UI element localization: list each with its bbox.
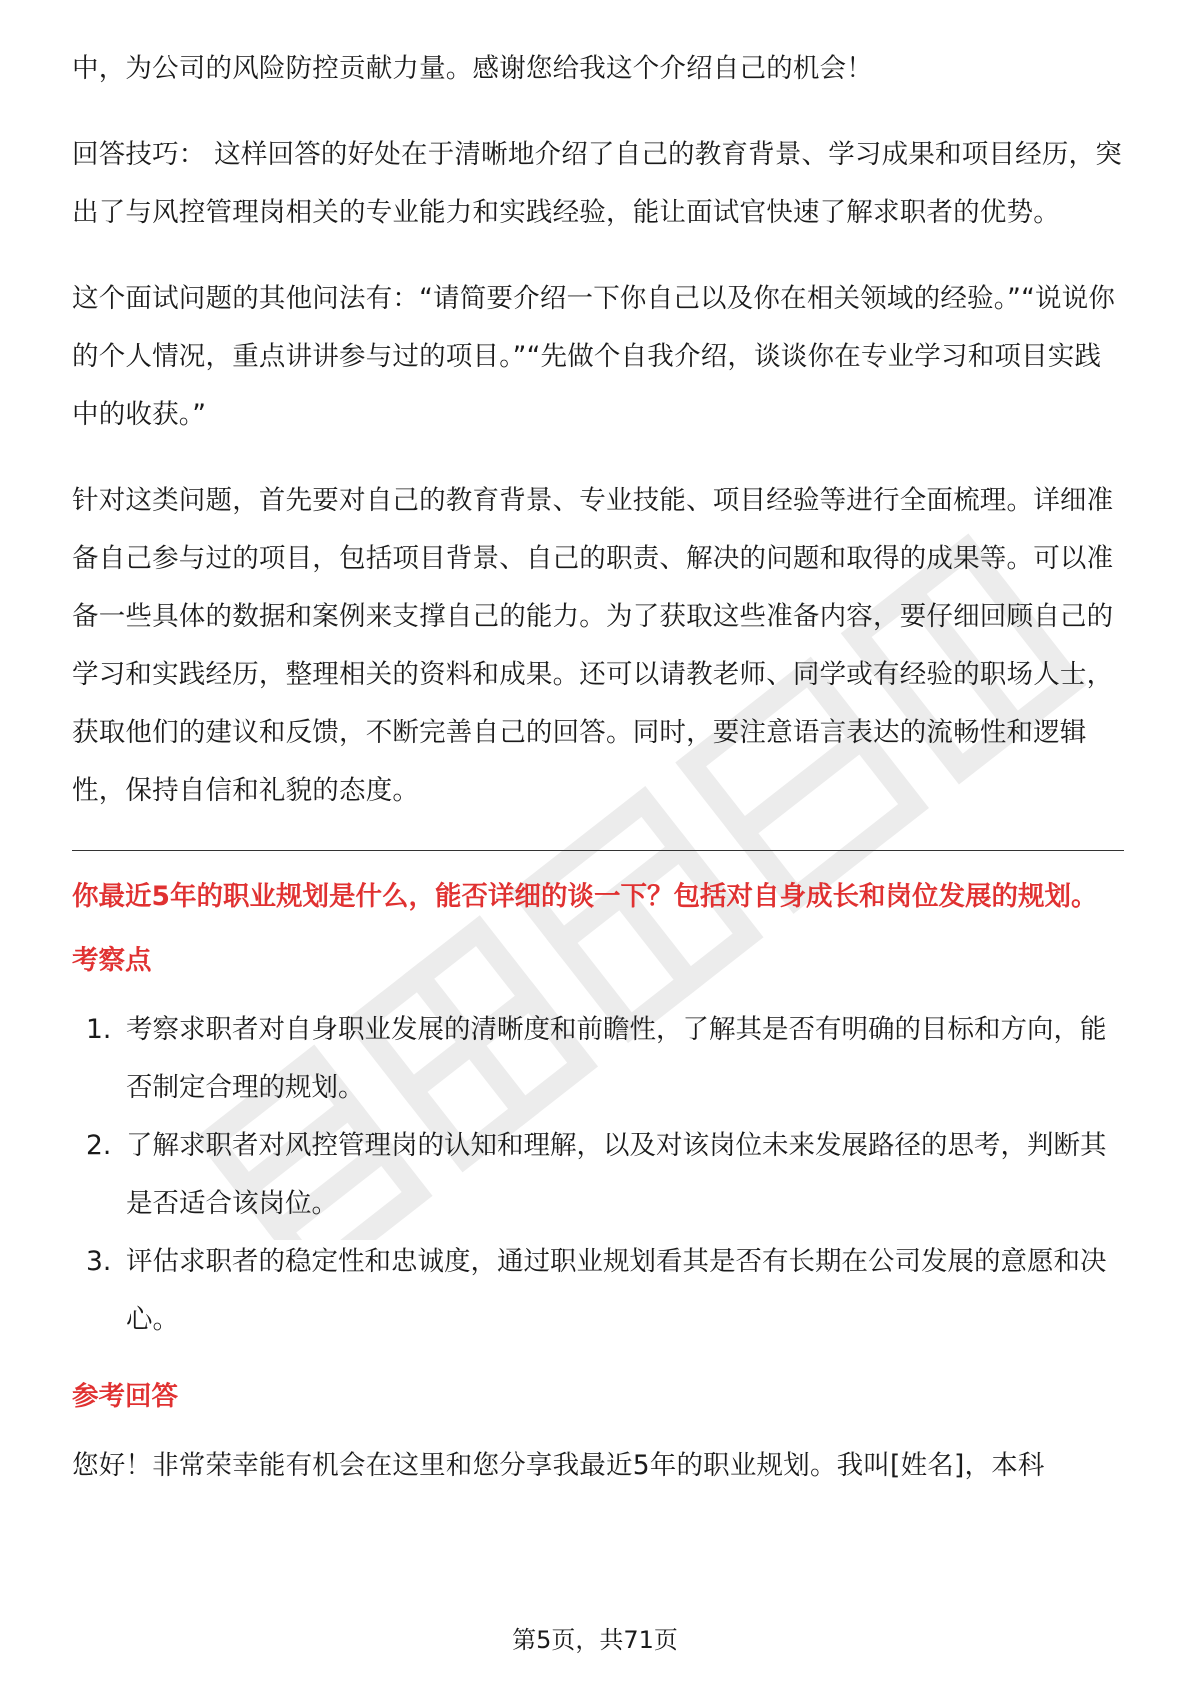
list-number: 1. [86,1014,112,1045]
document-page [72,40,1124,1495]
question-title: 你最近5年的职业规划是什么，能否详细的谈一下？包括对自身成长和岗位发展的规划。 [72,881,1098,912]
list-number: 3. [86,1246,112,1277]
points-heading: 考察点 [72,945,152,976]
answer-heading: 参考回答 [72,1381,178,1412]
list-text: 考察求职者对自身职业发展的清晰度和前瞻性，了解其是否有明确的目标和方向，能否制定合理的规划。 [126,1014,1107,1103]
page-number: 第5页，共71页 [512,1626,678,1654]
list-text: 了解求职者对风控管理岗的认知和理解，以及对该岗位未来发展路径的思考，判断其是否适合该岗位。 [126,1130,1107,1219]
list-item [72,1117,1124,1233]
points-list [72,1001,1124,1349]
list-item [72,1233,1124,1349]
list-text: 评估求职者的稳定性和忠诚度，通过职业规划看其是否有长期在公司发展的意愿和决心。 [126,1246,1107,1335]
paragraph-answer-start: 您好！非常荣幸能有机会在这里和您分享我最近5年的职业规划。我叫[姓名]，本科 [72,1450,1045,1481]
paragraph-intro-end: 中，为公司的风险防控贡献力量。感谢您给我这个介绍自己的机会！ [72,53,873,84]
paragraph-alternative-questions: 这个面试问题的其他问法有：“请简要介绍一下你自己以及你在相关领域的经验。”“说说你的个人情况，重点讲讲参与过的项目。”“先做个自我介绍，谈谈你在专业学习和项目实践中的收获。” [72,283,1116,430]
section-divider [72,850,1124,851]
list-number: 2. [86,1130,112,1161]
paragraph-answer-tips: 回答技巧： 这样回答的好处在于清晰地介绍了自己的教育背景、学习成果和项目经历，突出了与风控管理岗相关的专业能力和实践经验，能让面试官快速了解求职者的优势。 [72,139,1122,228]
list-item [72,1001,1124,1117]
paragraph-preparation-advice: 针对这类问题，首先要对自己的教育背景、专业技能、项目经验等进行全面梳理。详细准备自己参与过的项目，包括项目背景、自己的职责、解决的问题和取得的成果等。可以准备一些具体的数据和案例来支撑自己的能力。为了获取这些准备内容，要仔细回顾自己的学习和实践经历，整理相关的资料和成果。还可以请教老师、同学或有经验的职场人士，获取他们的建议和反馈，不断完善自己的回答。同时，要注意语言表达的流畅性和逻辑性，保持自信和礼貌的态度。 [72,485,1114,806]
